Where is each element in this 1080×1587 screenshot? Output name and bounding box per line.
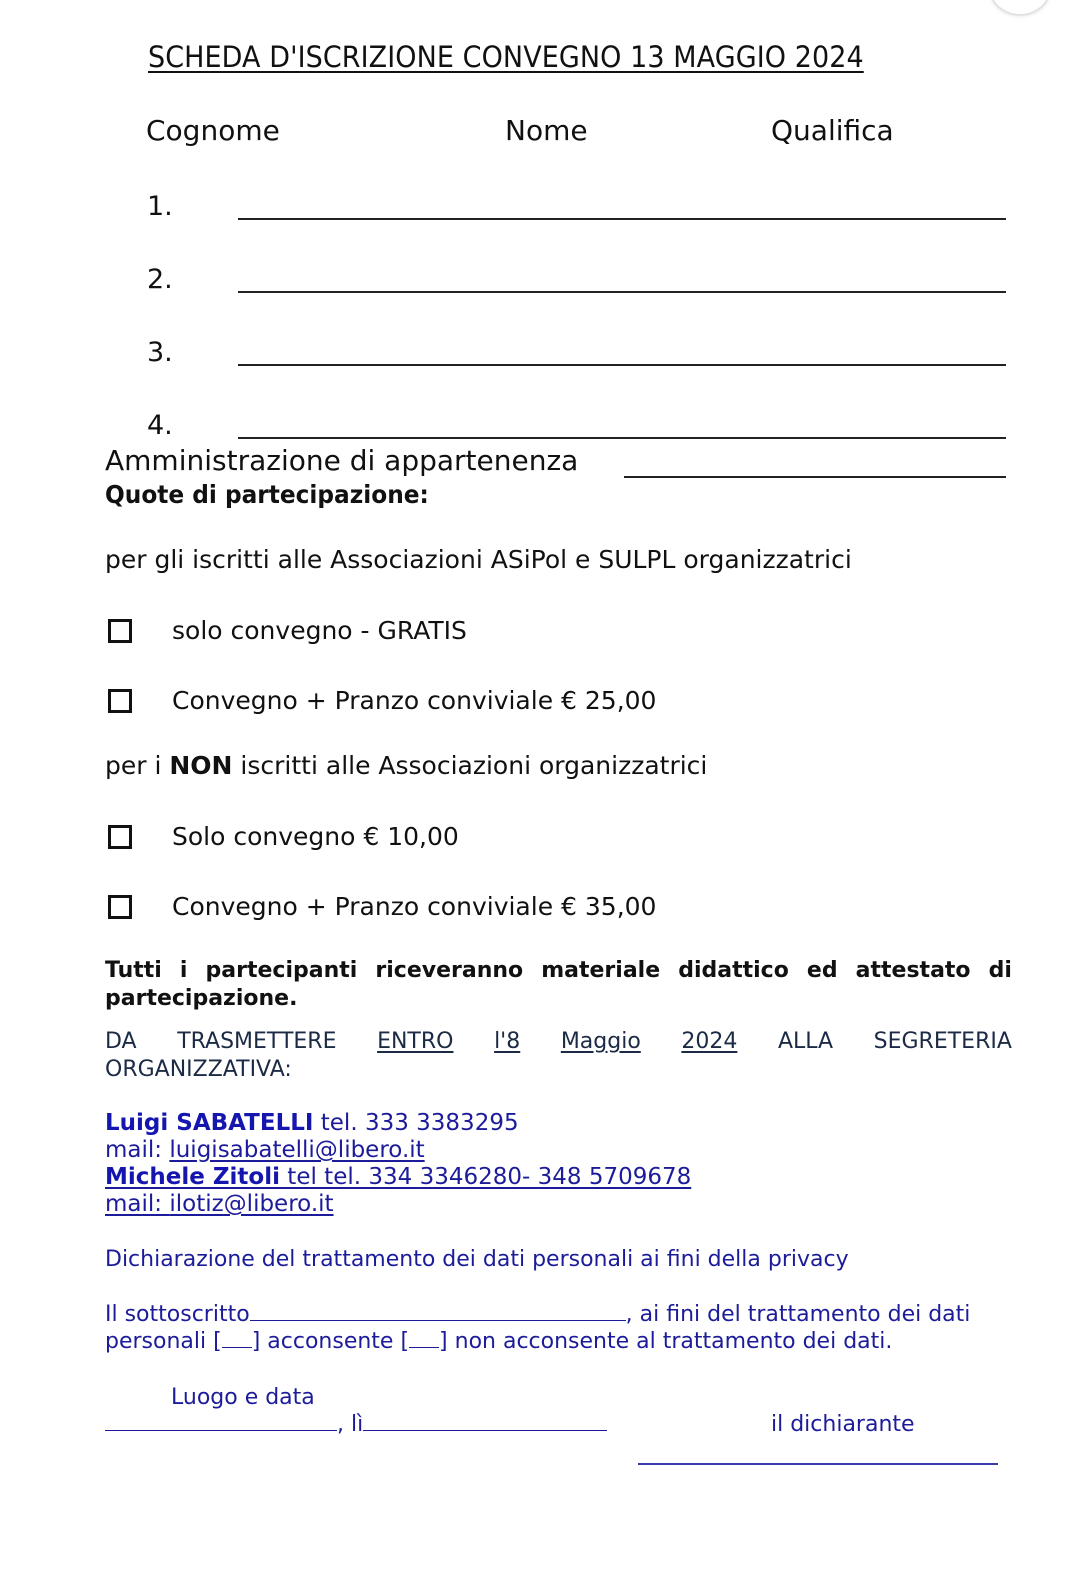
checkbox[interactable] (108, 689, 132, 713)
checkbox[interactable] (108, 895, 132, 919)
contact-1-phone-line (105, 1110, 519, 1136)
signatory-name-field[interactable] (250, 1302, 626, 1321)
checkbox[interactable] (108, 619, 132, 643)
word: partecipanti (205, 958, 358, 983)
contact-email-link[interactable]: luigisabatelli@libero.it (169, 1137, 425, 1163)
contact-2-mail-line[interactable] (105, 1191, 334, 1217)
row-number-4: 4. (147, 410, 173, 441)
text: ] acconsente [ (251, 1329, 410, 1354)
materials-note (105, 957, 1012, 1013)
contact-name: Michele Zitoli (105, 1164, 280, 1190)
row-number-1: 1. (147, 191, 173, 222)
administration-label: Amministrazione di appartenenza (105, 444, 579, 477)
word: ed (806, 958, 838, 983)
fees-heading: Quote di partecipazione: (105, 480, 429, 509)
privacy-line-1 (105, 1302, 970, 1327)
text: personali [ (105, 1329, 222, 1354)
text-prefix: per i (105, 751, 170, 780)
non-members-group-label (105, 751, 707, 780)
consent-field[interactable] (222, 1329, 252, 1348)
privacy-line-2 (105, 1329, 892, 1354)
option-members-conference-lunch[interactable] (108, 685, 656, 715)
declarant-signature-field[interactable] (638, 1463, 998, 1465)
contact-phone: tel tel. 334 3346280- 348 5709678 (280, 1164, 692, 1190)
option-label: Convegno + Pranzo conviviale € 35,00 (172, 891, 657, 921)
word: didattico (678, 958, 789, 983)
column-header-surname: Cognome (146, 114, 280, 147)
contact-phone: tel. 333 3383295 (313, 1110, 519, 1136)
word: ENTRO (377, 1029, 454, 1054)
participant-3-field[interactable] (238, 364, 1006, 366)
word: SEGRETERIA (873, 1029, 1012, 1054)
corner-button[interactable] (988, 0, 1052, 16)
participant-4-field[interactable] (238, 437, 1006, 439)
column-header-name: Nome (505, 114, 588, 147)
members-group-label: per gli iscritti alle Associazioni ASiPol e SULPL organizzatrici (105, 545, 852, 574)
checkbox[interactable] (108, 825, 132, 849)
contact-1-mail-line (105, 1137, 425, 1163)
mail-label: mail: (105, 1137, 170, 1163)
participant-1-field[interactable] (238, 218, 1006, 220)
place-field[interactable] (105, 1412, 337, 1431)
word: DA (105, 1029, 137, 1054)
text-suffix: iscritti alle Associazioni organizzatrici (232, 751, 708, 780)
declarant-label: il dichiarante (771, 1412, 915, 1437)
option-non-members-conference-lunch[interactable] (108, 891, 656, 921)
place-date-line (105, 1412, 607, 1437)
privacy-heading: Dichiarazione del trattamento dei dati personali ai fini della privacy (105, 1247, 849, 1272)
option-label: solo convegno - GRATIS (172, 615, 467, 645)
deadline-note (105, 1028, 1012, 1084)
deadline-note-line-2: ORGANIZZATIVA: (105, 1057, 292, 1082)
column-header-qualification: Qualifica (771, 114, 894, 147)
contact-email-link[interactable]: ilotiz@libero.it (169, 1191, 334, 1217)
word: i (179, 958, 188, 983)
text: , ai fini del trattamento dei dati (625, 1302, 971, 1327)
no-consent-field[interactable] (409, 1329, 439, 1348)
word: Tutti (105, 958, 162, 983)
date-field[interactable] (363, 1412, 607, 1431)
li-text: , lì (337, 1412, 364, 1437)
option-members-conference-only[interactable] (108, 615, 467, 645)
administration-field[interactable] (624, 476, 1006, 478)
option-label: Solo convegno € 10,00 (172, 821, 459, 851)
text: Il sottoscritto (105, 1302, 250, 1327)
participant-2-field[interactable] (238, 291, 1006, 293)
word: di (988, 958, 1012, 983)
row-number-2: 2. (147, 264, 173, 295)
option-non-members-conference-only[interactable] (108, 821, 459, 851)
materials-note-line-2: partecipazione. (105, 986, 298, 1011)
word: l'8 (494, 1029, 521, 1054)
word: Maggio (560, 1029, 641, 1054)
form-title: SCHEDA D'ISCRIZIONE CONVEGNO 13 MAGGIO 2024 (148, 40, 864, 74)
place-date-label: Luogo e data (171, 1385, 315, 1410)
word: ALLA (777, 1029, 834, 1054)
word: attestato (855, 958, 971, 983)
contact-2-phone-line[interactable] (105, 1164, 691, 1190)
word: materiale (541, 958, 661, 983)
word: 2024 (681, 1029, 738, 1054)
word: riceveranno (375, 958, 524, 983)
mail-label: mail: (105, 1191, 170, 1217)
option-label: Convegno + Pranzo conviviale € 25,00 (172, 685, 657, 715)
text: ] non acconsente al trattamento dei dati. (439, 1329, 893, 1354)
materials-note-line-1 (105, 957, 1012, 985)
word: TRASMETTERE (177, 1029, 337, 1054)
contact-name: Luigi SABATELLI (105, 1110, 314, 1136)
row-number-3: 3. (147, 337, 173, 368)
deadline-note-line-1 (105, 1028, 1012, 1056)
text-bold: NON (169, 751, 233, 780)
